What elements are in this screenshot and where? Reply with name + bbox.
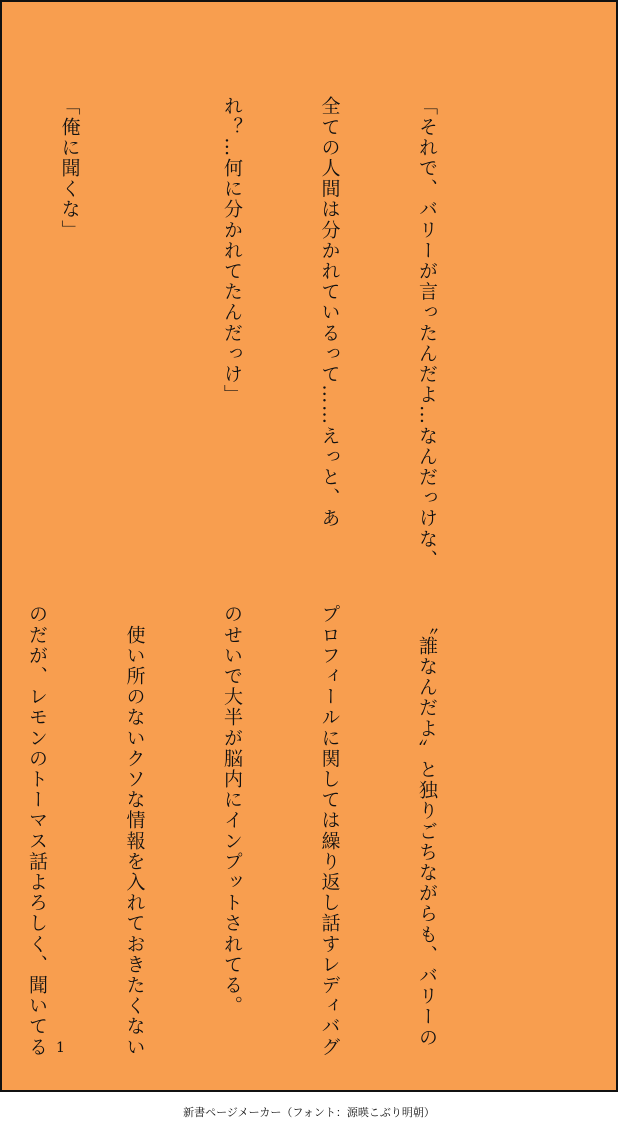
text-line: のだが、レモンのトーマス話よろしく、聞いてる	[26, 604, 48, 1058]
text-line: 〝誰なんだよ〞と独りごちながらも、バリーの	[416, 604, 438, 1048]
page-number: 1	[56, 1040, 65, 1056]
text-line: 「それで、バリーが言ったんだよ…なんだっけな、	[416, 96, 438, 570]
footer-caption: 新書ページメーカー（フォント：源暎こぶり明朝）	[183, 1106, 435, 1119]
text-line: 「俺に聞くな」	[58, 96, 81, 241]
lower-text-block	[0, 604, 508, 1058]
text-line: プロフィールに関しては繰り返し話すレディバグ	[318, 604, 341, 1058]
text-line: れ？…何に分かれてたんだっけ」	[221, 96, 243, 405]
upper-text-block	[0, 96, 508, 570]
text-line: 使い所のないクソな情報を入れておきたくない	[123, 604, 146, 1058]
text-line: 全ての人間は分かれているって……えっと、あ	[318, 96, 341, 529]
text-line: のせいで大半が脳内にインプットされてる。	[221, 604, 243, 1016]
